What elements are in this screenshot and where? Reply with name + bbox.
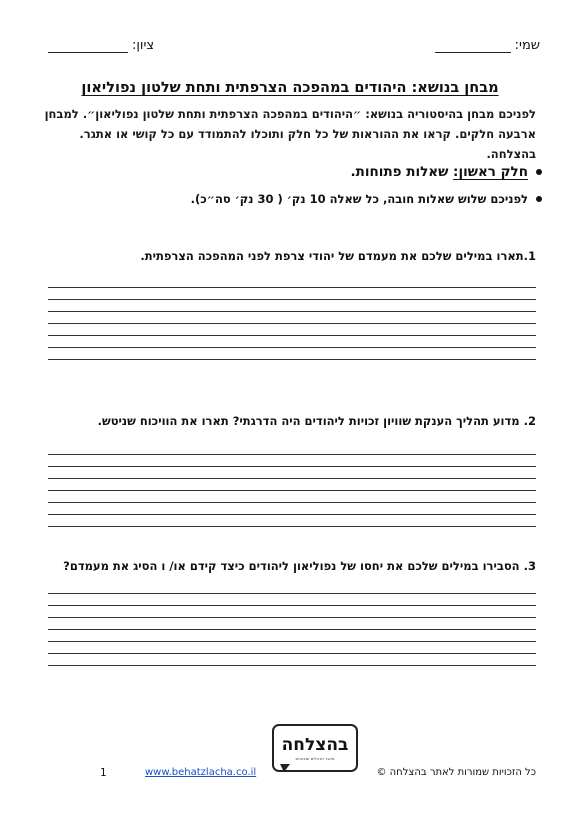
logo-subtext: מאגר תרגילים ומבחנים xyxy=(295,755,335,761)
grade-label: ציון: xyxy=(132,38,155,53)
bullet-icon xyxy=(536,169,542,175)
question-number: 3. xyxy=(523,559,536,573)
question-text: הסבירו במילים שלכם את יחסו של נפוליאון ליהודים כיצד קידם או/ ו הסיג את מעמדם? xyxy=(63,559,520,573)
answer-lines-3[interactable] xyxy=(48,593,536,677)
question-text: מדוע תהליך הענקת שוויון זכויות ליהודים היה הדרגתי? תארו את הוויכוח שניטש. xyxy=(97,414,520,428)
logo-speech-tail xyxy=(280,764,290,772)
name-input-line[interactable] xyxy=(435,38,511,53)
section-bullets xyxy=(42,164,542,218)
logo-text: בהצלחה xyxy=(281,734,349,755)
page-title: מבחן בנושא: היהודים במהפכה הצרפתית ותחת שלטון נפוליאון xyxy=(81,80,499,96)
page-number: 1 xyxy=(100,767,107,779)
footer-website-link[interactable]: www.behatzlacha.co.il xyxy=(145,767,257,778)
section-instruction: לפניכם שלוש שאלות חובה, כל שאלה 10 נק׳ ( 30 נק׳ סה״כ). xyxy=(190,192,528,206)
question-number: 1. xyxy=(523,249,536,263)
name-field xyxy=(435,38,540,53)
section-heading xyxy=(351,164,528,180)
grade-input-line[interactable] xyxy=(48,38,128,53)
name-label: שמי: xyxy=(514,38,540,53)
section-title: שאלות פתוחות. xyxy=(350,164,449,180)
intro-paragraph: לפניכם מבחן בהיסטוריה בנושא: ״היהודים במהפכה הצרפתית ותחת שלטון נפוליאון״. למבחן ארבעה חלקים. קראו את ההוראות של כל חלק ותוכלו להתמודד עם כל קושי או אתגר. בהצלחה. xyxy=(44,107,536,161)
bullet-icon xyxy=(536,196,542,202)
answer-lines-1[interactable] xyxy=(48,287,536,371)
footer-copyright: כל הזכויות שמורות לאתר בהצלחה © xyxy=(376,767,536,778)
section-instruction-item xyxy=(42,192,542,206)
section-label: חלק ראשון: xyxy=(453,164,528,180)
question-1 xyxy=(36,249,536,263)
question-number: 2. xyxy=(523,414,536,428)
question-2 xyxy=(36,414,536,428)
grade-field xyxy=(48,38,154,53)
question-3 xyxy=(36,559,536,573)
question-text: תארו במילים שלכם את מעמדם של יהודי צרפת לפני המהפכה הצרפתית. xyxy=(140,249,524,263)
answer-lines-2[interactable] xyxy=(48,454,536,538)
section-heading-item xyxy=(42,164,542,180)
